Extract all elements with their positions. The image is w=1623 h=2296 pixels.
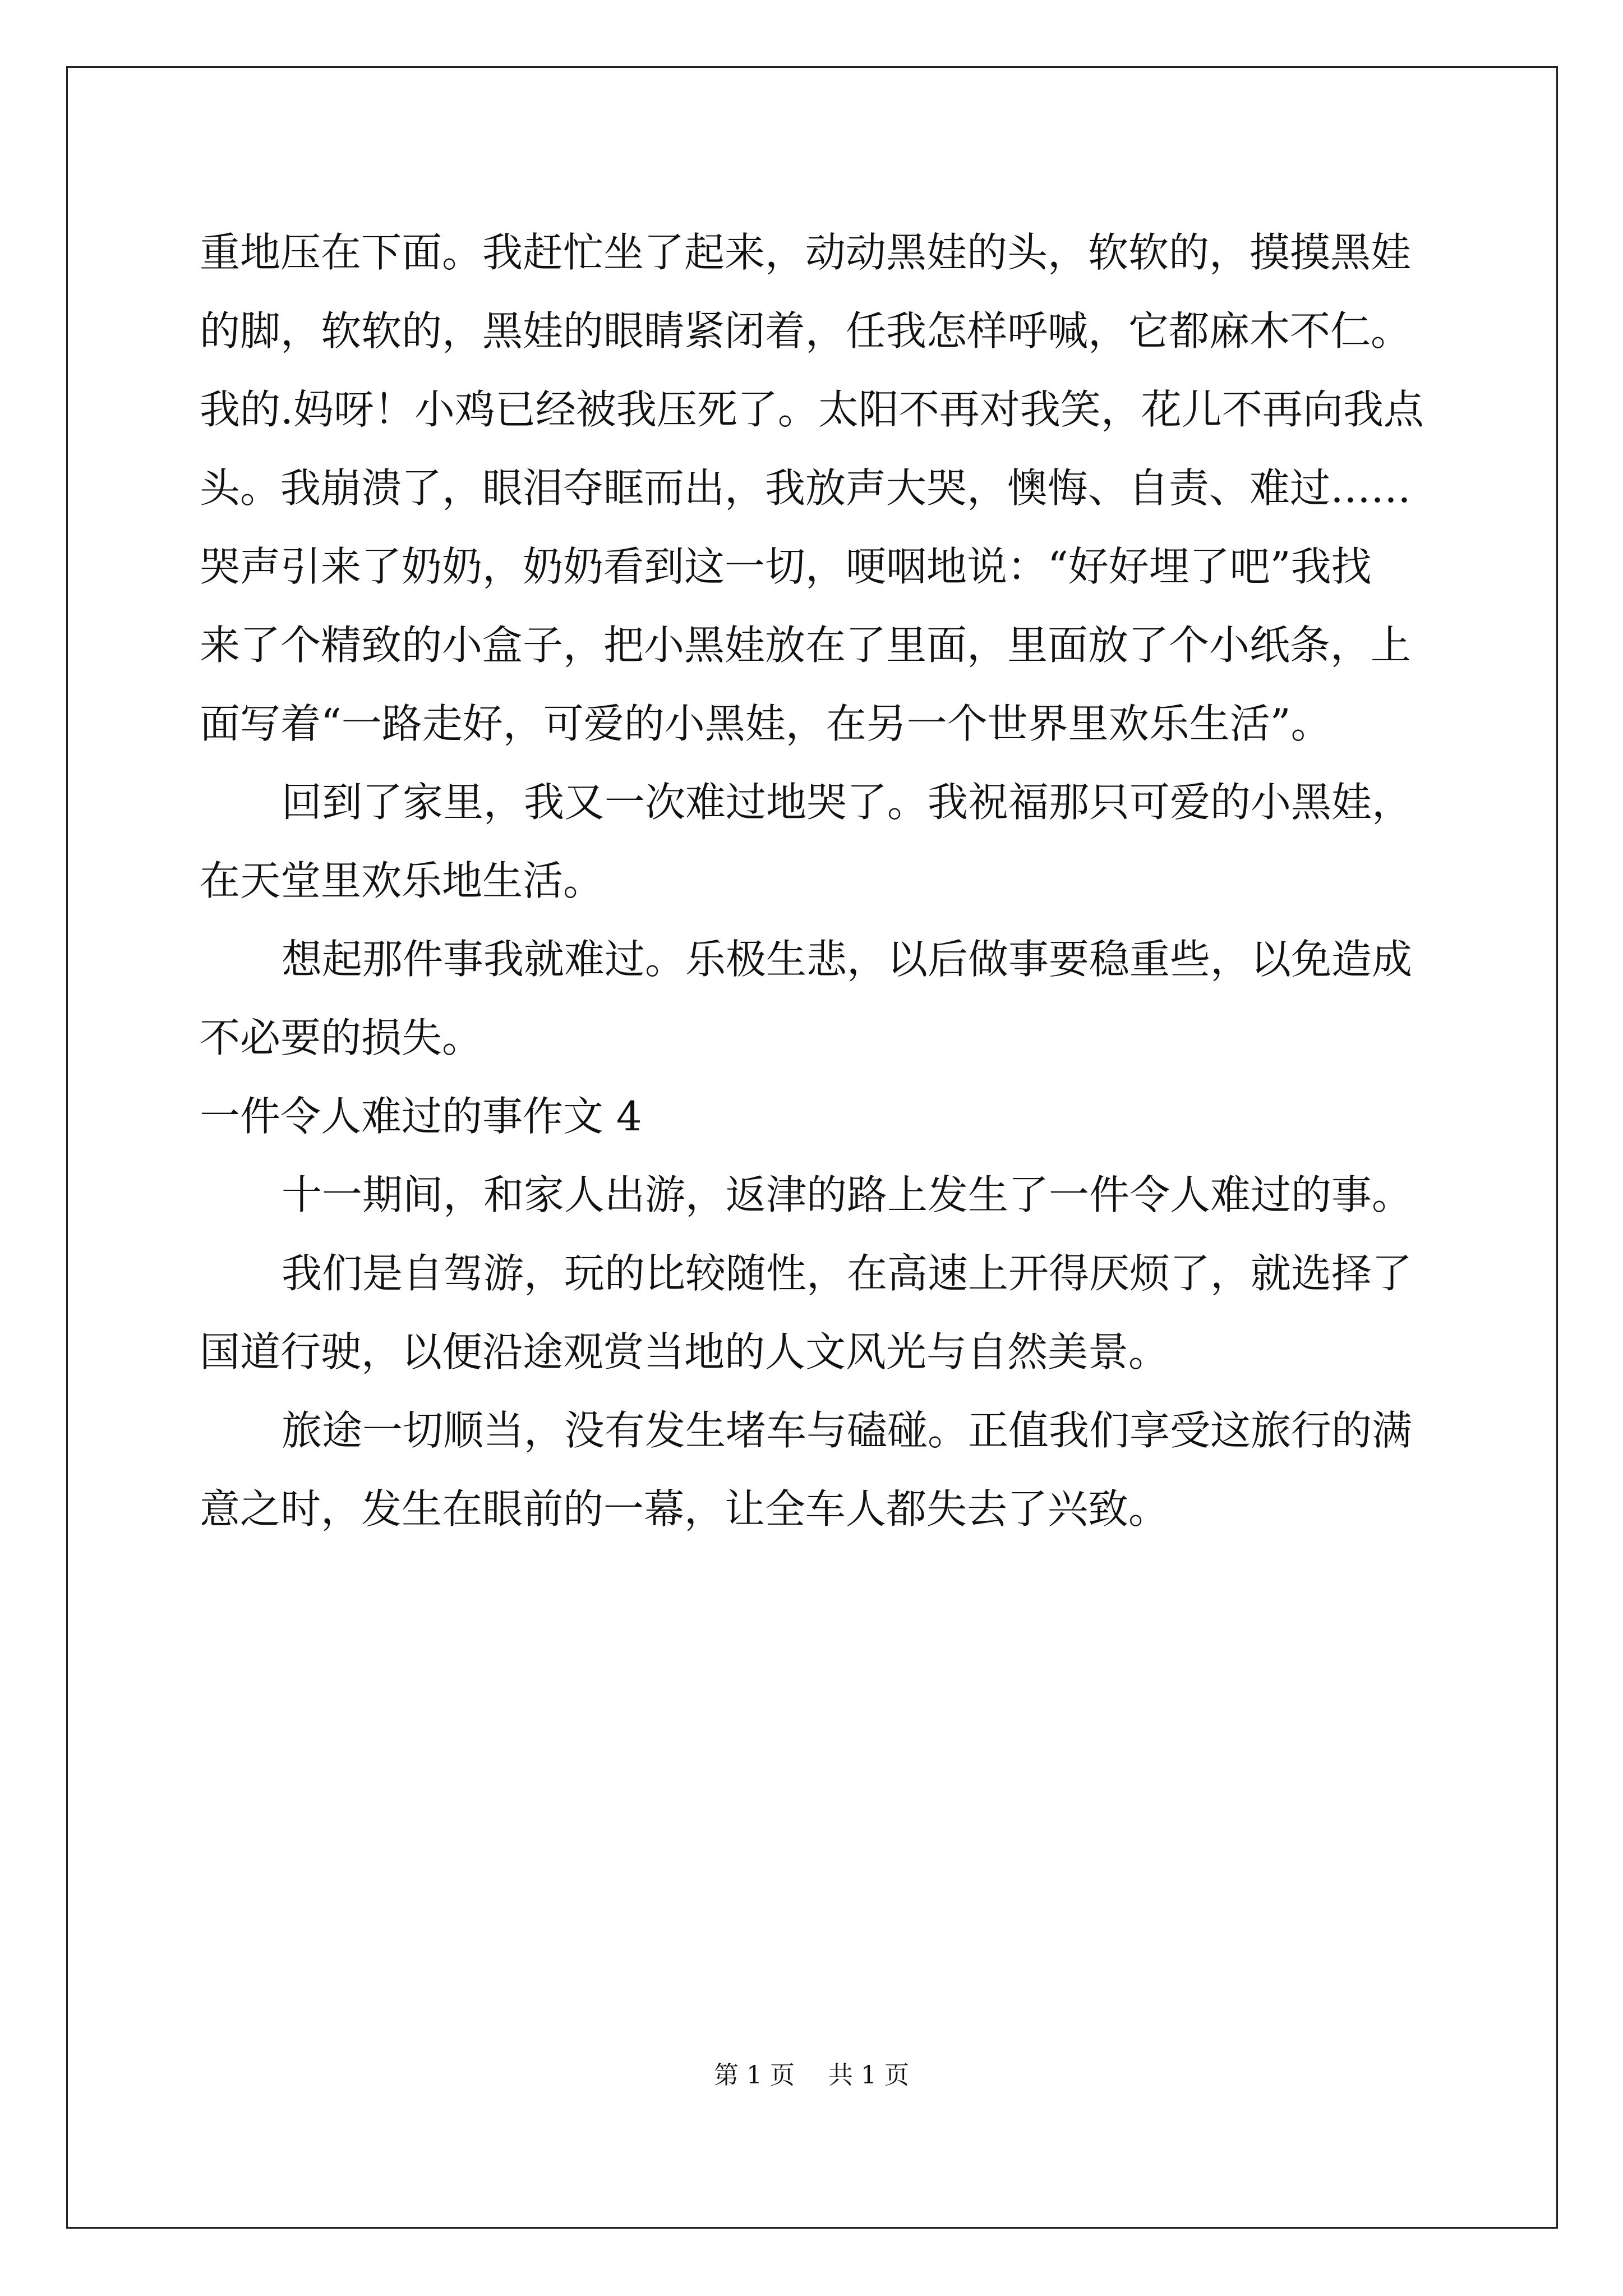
paragraph-first-line: 回到了家里，我又一次难过地哭了。我祝福那只可爱的小黑娃， xyxy=(282,779,1413,826)
text-line: 意之时，发生在眼前的一幕，让全车人都失去了兴致。 xyxy=(200,1485,1169,1533)
text-line: 来了个精致的小盒子，把小黑娃放在了里面，里面放了个小纸条，上 xyxy=(200,622,1412,669)
paragraph-first-line: 想起那件事我就难过。乐极生悲，以后做事要稳重些，以免造成 xyxy=(282,936,1413,983)
text-line: 国道行驶，以便沿途观赏当地的人文风光与自然美景。 xyxy=(200,1328,1169,1375)
text-line: 我的.妈呀！小鸡已经被我压死了。太阳不再对我笑，花儿不再向我点 xyxy=(200,386,1424,433)
text-line: 头。我崩溃了，眼泪夺眶而出，我放声大哭，懊悔、自责、难过…… xyxy=(200,464,1412,512)
text-line: 哭声引来了奶奶，奶奶看到这一切，哽咽地说：“好好埋了吧”我找 xyxy=(200,543,1372,590)
page-footer xyxy=(0,2059,1623,2092)
page-number: 第 1 页 xyxy=(714,2061,795,2090)
page-total: 共 1 页 xyxy=(828,2061,909,2090)
paragraph-first-line: 旅途一切顺当，没有发生堵车与磕碰。正值我们享受这旅行的满 xyxy=(282,1407,1413,1454)
paragraph-first-line: 十一期间，和家人出游，返津的路上发生了一件令人难过的事。 xyxy=(282,1171,1413,1218)
paragraph-first-line: 我们是自驾游，玩的比较随性，在高速上开得厌烦了，就选择了 xyxy=(282,1250,1413,1297)
section-heading: 一件令人难过的事作文 4 xyxy=(200,1093,642,1140)
text-line: 重地压在下面。我赶忙坐了起来，动动黑娃的头，软软的，摸摸黑娃 xyxy=(200,229,1412,276)
text-line: 在天堂里欢乐地生活。 xyxy=(200,857,604,904)
text-line: 不必要的损失。 xyxy=(200,1014,483,1061)
text-line: 的脚，软软的，黑娃的眼睛紧闭着，任我怎样呼喊，它都麻木不仁。 xyxy=(200,307,1412,355)
text-line: 面写着“一路走好，可爱的小黑娃，在另一个世界里欢乐生活”。 xyxy=(200,700,1331,747)
